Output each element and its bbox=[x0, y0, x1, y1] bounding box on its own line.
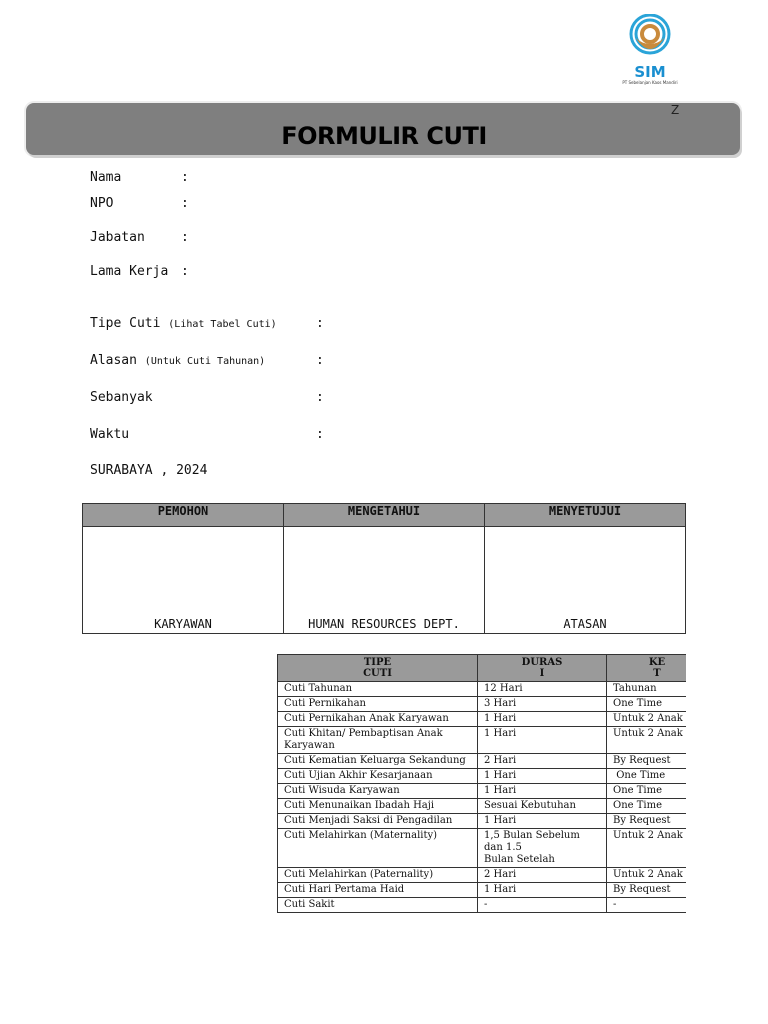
leave-cell-durasi: 3 Hari bbox=[478, 697, 607, 712]
place-date: SURABAYA , 2024 bbox=[90, 463, 208, 478]
leave-cell-durasi: 1,5 Bulan Sebelum dan 1.5 Bulan Setelah bbox=[478, 829, 607, 868]
leave-cell-ket: Untuk 2 Anak bbox=[607, 727, 687, 754]
field-alasan-note: (Untuk Cuti Tahunan) bbox=[144, 356, 266, 367]
field-npo-colon: : bbox=[181, 196, 189, 211]
leave-cell-durasi: 2 Hari bbox=[478, 868, 607, 883]
leave-table-row bbox=[278, 799, 687, 814]
leave-cell-tipe: Cuti Khitan/ Pembaptisan Anak Karyawan bbox=[278, 727, 478, 754]
leave-cell-ket: By Request bbox=[607, 814, 687, 829]
leave-cell-tipe: Cuti Melahirkan (Maternality) bbox=[278, 829, 478, 868]
field-nama-label: Nama bbox=[90, 170, 122, 185]
leave-cell-tipe: Cuti Hari Pertama Haid bbox=[278, 883, 478, 898]
leave-table-row bbox=[278, 814, 687, 829]
leave-cell-tipe: Cuti Wisuda Karyawan bbox=[278, 784, 478, 799]
signature-header-menyetujui: MENYETUJUI bbox=[485, 504, 686, 527]
field-sebanyak-label: Sebanyak bbox=[90, 390, 153, 405]
logo-subtext: PT Sebelanjan Kaos Mandiri bbox=[622, 80, 678, 85]
field-sebanyak-colon: : bbox=[316, 390, 324, 405]
leave-cell-tipe: Cuti Menunaikan Ibadah Haji bbox=[278, 799, 478, 814]
field-alasan-label: Alasan bbox=[90, 353, 137, 368]
leave-cell-durasi: 2 Hari bbox=[478, 754, 607, 769]
signature-table bbox=[82, 503, 686, 634]
leave-cell-ket: Untuk 2 Anak bbox=[607, 868, 687, 883]
field-tipe-cuti-colon: : bbox=[316, 316, 324, 331]
leave-cell-ket: One Time bbox=[607, 769, 687, 784]
leave-table-row bbox=[278, 769, 687, 784]
leave-cell-ket: By Request bbox=[607, 883, 687, 898]
leave-cell-durasi: 1 Hari bbox=[478, 814, 607, 829]
leave-table-row bbox=[278, 883, 687, 898]
leave-table-row bbox=[278, 712, 687, 727]
leave-table-body bbox=[278, 682, 687, 913]
leave-table-row bbox=[278, 727, 687, 754]
leave-table-row bbox=[278, 682, 687, 697]
leave-cell-ket: By Request bbox=[607, 754, 687, 769]
field-lama-kerja-label: Lama Kerja bbox=[90, 264, 169, 279]
leave-cell-ket: One Time bbox=[607, 799, 687, 814]
field-alasan bbox=[90, 353, 265, 368]
leave-table-row bbox=[278, 784, 687, 799]
leave-cell-tipe: Cuti Melahirkan (Paternality) bbox=[278, 868, 478, 883]
leave-cell-tipe: Cuti Menjadi Saksi di Pengadilan bbox=[278, 814, 478, 829]
leave-cell-durasi: 1 Hari bbox=[478, 769, 607, 784]
field-lama-kerja-colon: : bbox=[181, 264, 189, 279]
leave-cell-tipe: Cuti Ujian Akhir Kesarjanaan bbox=[278, 769, 478, 784]
leave-table-row bbox=[278, 898, 687, 913]
signature-cell-hr: HUMAN RESOURCES DEPT. bbox=[284, 527, 485, 634]
leave-cell-tipe: Cuti Sakit bbox=[278, 898, 478, 913]
leave-cell-durasi: 12 Hari bbox=[478, 682, 607, 697]
leave-cell-durasi: 1 Hari bbox=[478, 727, 607, 754]
signature-cell-karyawan: KARYAWAN bbox=[83, 527, 284, 634]
leave-cell-ket: One Time bbox=[607, 697, 687, 712]
leave-table-row bbox=[278, 868, 687, 883]
leave-cell-ket: Tahunan bbox=[607, 682, 687, 697]
leave-cell-ket: Untuk 2 Anak bbox=[607, 829, 687, 868]
company-logo bbox=[620, 14, 680, 98]
leave-cell-durasi: - bbox=[478, 898, 607, 913]
field-tipe-cuti bbox=[90, 316, 277, 331]
leave-cell-ket: - bbox=[607, 898, 687, 913]
logo-text: SIM bbox=[634, 63, 666, 81]
field-npo-label: NPO bbox=[90, 196, 114, 211]
logo-emblem-icon bbox=[628, 14, 672, 62]
signature-header-mengetahui: MENGETAHUI bbox=[284, 504, 485, 527]
leave-header-ket: KE T bbox=[607, 655, 687, 682]
field-tipe-cuti-label: Tipe Cuti bbox=[90, 316, 161, 331]
leave-cell-durasi: 1 Hari bbox=[478, 712, 607, 727]
form-title: FORMULIR CUTI bbox=[281, 122, 487, 150]
leave-cell-durasi: 1 Hari bbox=[478, 784, 607, 799]
leave-cell-ket: One Time bbox=[607, 784, 687, 799]
corner-mark: Z bbox=[671, 103, 680, 117]
signature-header-pemohon: PEMOHON bbox=[83, 504, 284, 527]
leave-cell-ket: Untuk 2 Anak bbox=[607, 712, 687, 727]
field-tipe-cuti-note: (Lihat Tabel Cuti) bbox=[168, 319, 277, 330]
leave-cell-tipe: Cuti Tahunan bbox=[278, 682, 478, 697]
leave-table-row bbox=[278, 829, 687, 868]
leave-table-row bbox=[278, 754, 687, 769]
leave-cell-tipe: Cuti Kematian Keluarga Sekandung bbox=[278, 754, 478, 769]
field-jabatan-label: Jabatan bbox=[90, 230, 145, 245]
field-alasan-colon: : bbox=[316, 353, 324, 368]
field-jabatan-colon: : bbox=[181, 230, 189, 245]
leave-header-tipe: TIPE CUTI bbox=[278, 655, 478, 682]
signature-cell-atasan: ATASAN bbox=[485, 527, 686, 634]
field-waktu-label: Waktu bbox=[90, 427, 130, 442]
leave-header-durasi: DURAS I bbox=[478, 655, 607, 682]
leave-cell-tipe: Cuti Pernikahan Anak Karyawan bbox=[278, 712, 478, 727]
leave-table-row bbox=[278, 697, 687, 712]
leave-table bbox=[277, 654, 686, 913]
leave-table-container bbox=[277, 654, 686, 940]
field-nama-colon: : bbox=[181, 170, 189, 185]
field-waktu-colon: : bbox=[316, 427, 324, 442]
leave-cell-durasi: Sesuai Kebutuhan bbox=[478, 799, 607, 814]
leave-cell-durasi: 1 Hari bbox=[478, 883, 607, 898]
leave-cell-tipe: Cuti Pernikahan bbox=[278, 697, 478, 712]
